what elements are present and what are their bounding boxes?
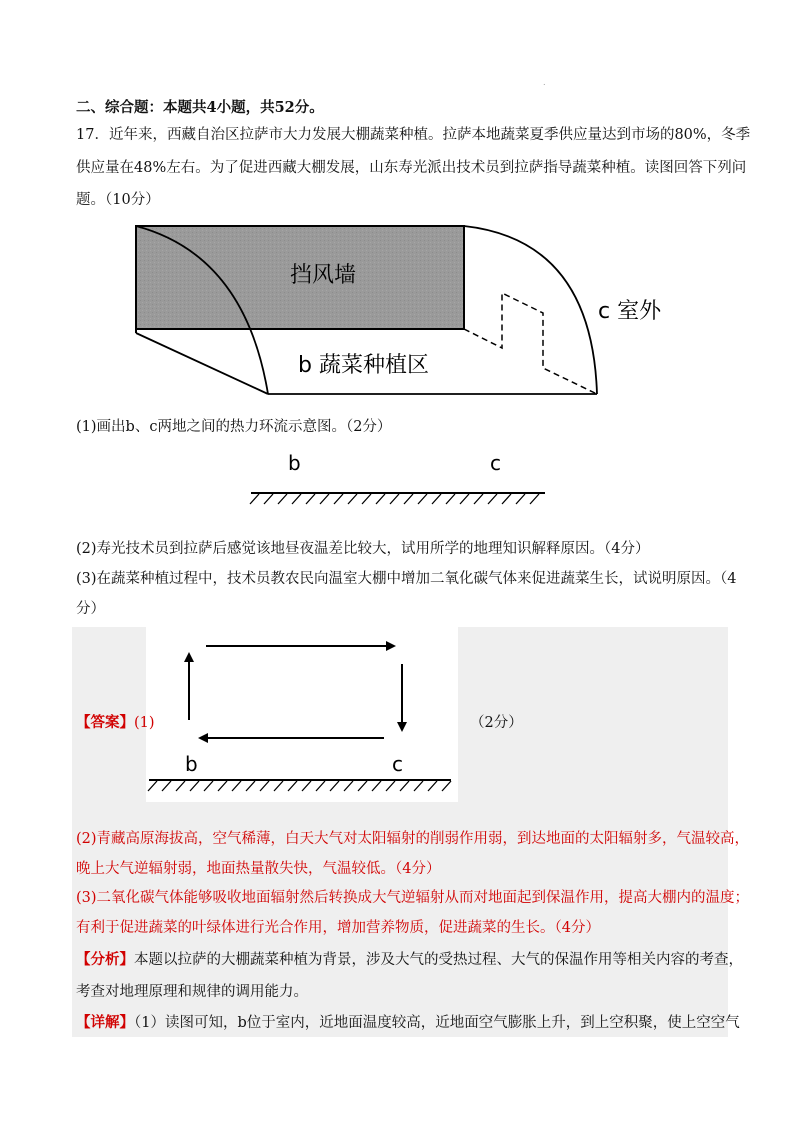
hatch-mark	[460, 494, 469, 504]
hatch-mark	[474, 494, 483, 504]
detail-line1	[76, 1013, 740, 1033]
analysis-tag: 【分析】	[76, 951, 134, 968]
hatch-mark	[404, 494, 413, 504]
ground-hatching	[250, 494, 539, 504]
hatch-mark	[334, 494, 343, 504]
sub3-line1: (3)在蔬菜种植过程中，技术员教农民向温室大棚中增加二氧化碳气体来促进蔬菜生长，试说明原因。（4	[76, 571, 737, 587]
sub1-text: (1)画出b、c两地之间的热力环流示意图。（2分）	[76, 419, 392, 435]
answer-part3-line2: 有利于促进蔬菜的叶绿体进行光合作用，增加营养物质，促进蔬菜的生长。（4分）	[76, 920, 600, 936]
page-dot: .	[543, 78, 546, 87]
circulation-label-b: b	[185, 752, 198, 776]
hatch-mark	[362, 494, 371, 504]
question17-line2: 供应量在48%左右。为了促进西藏大棚发展，山东寿光派出技术员到拉萨指导蔬菜种植。读图回答下列问	[76, 160, 747, 176]
sub2-text: (2)寿光技术员到拉萨后感觉该地昼夜温差比较大，试用所学的地理知识解释原因。（4分）	[76, 541, 650, 557]
sub3-line2: 分）	[76, 601, 105, 617]
hatch-mark	[250, 494, 259, 504]
analysis-line2: 考查对地理原理和规律的调用能力。	[76, 984, 308, 1000]
ground-label-c: c	[490, 451, 501, 475]
hatch-mark	[516, 494, 525, 504]
hatch-mark	[488, 494, 497, 504]
door-dashed	[464, 293, 597, 394]
hatch-mark	[348, 494, 357, 504]
answer-part1-prefix: (1)	[134, 715, 155, 731]
answer-part2-line1: (2)青藏高原海拔高，空气稀薄，白天大气对太阳辐射的削弱作用弱，到达地面的太阳辐射多，气温较高，	[76, 831, 750, 847]
section-header: 二、综合题：本题共4小题，共52分。	[76, 99, 324, 116]
hatch-mark	[306, 494, 315, 504]
answer-part1	[76, 713, 155, 733]
wall-label: 挡风墙	[290, 263, 357, 288]
answer-part2-line2: 晚上大气逆辐射弱，地面热量散失快，气温较低。（4分）	[76, 861, 441, 877]
hatch-mark	[446, 494, 455, 504]
hatch-mark	[432, 494, 441, 504]
question17-line3: 题。（10分）	[76, 192, 160, 208]
analysis-line1	[76, 950, 743, 970]
hatch-mark	[418, 494, 427, 504]
hatch-mark	[292, 494, 301, 504]
hatch-mark	[264, 494, 273, 504]
circulation-label-c: c	[392, 752, 403, 776]
hatch-mark	[390, 494, 399, 504]
analysis-text1: 本题以拉萨的大棚蔬菜种植为背景，涉及大气的受热过程、大气的保温作用等相关内容的考查，	[134, 952, 743, 968]
answer-tag: 【答案】	[76, 714, 134, 731]
detail-text1: （1）读图可知，b位于室内，近地面温度较高，近地面空气膨胀上升，到上空积聚，使上空空气	[134, 1015, 740, 1031]
answer-part1-score: （2分）	[470, 715, 523, 731]
arc-back	[464, 226, 597, 394]
hatch-mark	[502, 494, 511, 504]
detail-tag: 【详解】	[76, 1014, 134, 1031]
outside-label: c 室外	[598, 299, 662, 324]
hatch-mark	[320, 494, 329, 504]
answer-diagram-panel	[146, 627, 458, 802]
hatch-mark	[530, 494, 539, 504]
hatch-mark	[278, 494, 287, 504]
greenhouse-diagram	[0, 0, 800, 420]
hatch-mark	[376, 494, 385, 504]
question17-line1: 17．近年来，西藏自治区拉萨市大力发展大棚蔬菜种植。拉萨本地蔬菜夏季供应量达到市场的80%，冬季	[76, 127, 751, 143]
planting-label: b 蔬菜种植区	[298, 353, 429, 378]
answer-part3-line1: (3)二氧化碳气体能够吸收地面辐射然后转换成大气逆辐射从而对地面起到保温作用，提高大棚内的温度；	[76, 890, 750, 906]
ground-label-b: b	[288, 451, 301, 475]
